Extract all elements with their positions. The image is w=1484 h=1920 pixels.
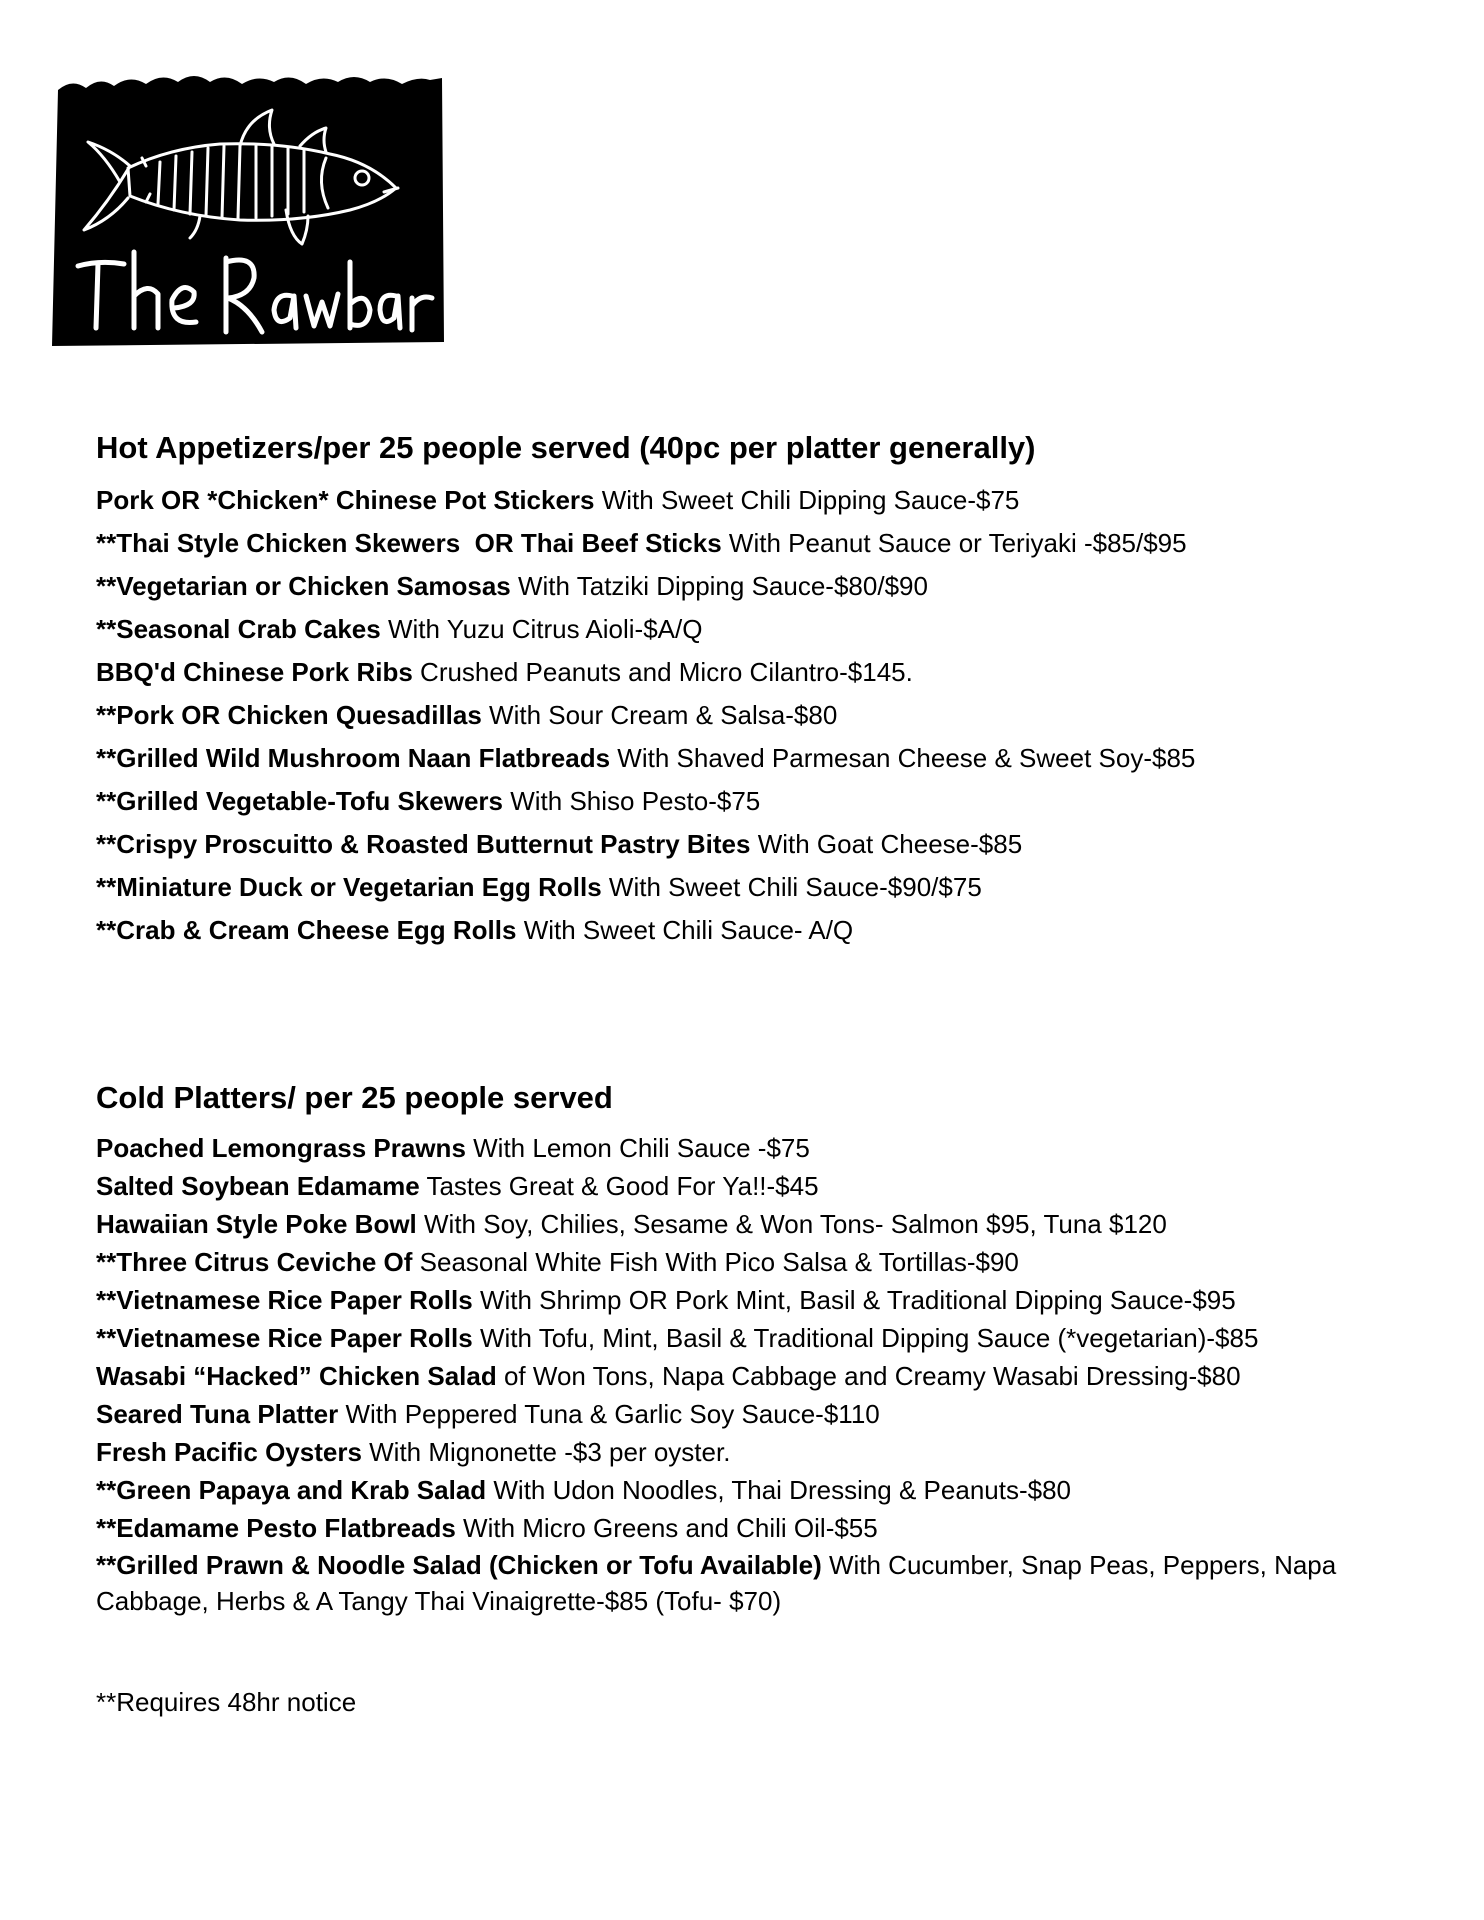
menu-item-desc: With Mignonette -$3 per oyster. (361, 1437, 731, 1467)
menu-item-name: Pork OR *Chicken* Chinese Pot Stickers (96, 485, 595, 515)
menu-item-desc: With Sour Cream & Salsa-$80 (481, 700, 838, 730)
menu-item-name: **Grilled Wild Mushroom Naan Flatbreads (96, 743, 611, 773)
menu-item-desc: With Tofu, Mint, Basil & Traditional Dipping Sauce (*vegetarian)-$85 (472, 1323, 1259, 1353)
menu-item (96, 1509, 1426, 1547)
menu-item-name: **Crispy Proscuitto & Roasted Butternut Pastry Bites (96, 829, 751, 859)
menu-item (96, 909, 1426, 952)
menu-item-desc: With Shrimp OR Pork Mint, Basil & Traditional Dipping Sauce-$95 (472, 1285, 1236, 1315)
menu-item-name: **Edamame Pesto Flatbreads (96, 1513, 456, 1543)
menu-item-desc: Seasonal White Fish With Pico Salsa & Tortillas-$90 (412, 1247, 1019, 1277)
menu-item-name: BBQ'd Chinese Pork Ribs (96, 657, 413, 687)
rawbar-logo (50, 70, 446, 350)
menu-item-name: Seared Tuna Platter (96, 1399, 339, 1429)
menu-item (96, 1205, 1426, 1243)
menu-item-desc: With Udon Noodles, Thai Dressing & Peanuts-$80 (486, 1475, 1071, 1505)
menu-item (96, 694, 1426, 737)
menu-item-desc: With Yuzu Citrus Aioli-$A/Q (380, 614, 703, 644)
menu-item-name: **Seasonal Crab Cakes (96, 614, 381, 644)
cold-platters-section (96, 1078, 1426, 1619)
menu-item-name: **Three Citrus Ceviche Of (96, 1247, 413, 1277)
menu-item (96, 565, 1426, 608)
menu-item (96, 1243, 1426, 1281)
hot-appetizers-list (96, 479, 1426, 952)
menu-item (96, 866, 1426, 909)
menu-item (96, 823, 1426, 866)
menu-item (96, 1129, 1426, 1167)
menu-item-name: Poached Lemongrass Prawns (96, 1133, 466, 1163)
menu-item-desc: With Lemon Chili Sauce -$75 (465, 1133, 810, 1163)
cold-platters-title: Cold Platters/ per 25 people served (96, 1080, 613, 1115)
menu-item (96, 608, 1426, 651)
menu-item (96, 737, 1426, 780)
menu-item-name: Hawaiian Style Poke Bowl (96, 1209, 417, 1239)
menu-item (96, 1471, 1426, 1509)
menu-item-name: **Grilled Prawn & Noodle Salad (Chicken or Tofu Available) (96, 1550, 822, 1580)
menu-item (96, 780, 1426, 823)
menu-item-desc: Tastes Great & Good For Ya!!-$45 (419, 1171, 819, 1201)
menu-item-desc: of Won Tons, Napa Cabbage and Creamy Wasabi Dressing-$80 (496, 1361, 1241, 1391)
menu-item (96, 479, 1426, 522)
menu-item (96, 651, 1426, 694)
cold-platters-list (96, 1129, 1426, 1619)
menu-item-desc: With Sweet Chili Sauce- A/Q (516, 915, 854, 945)
menu-item-name: **Vegetarian or Chicken Samosas (96, 571, 511, 601)
menu-item (96, 522, 1426, 565)
menu-item-desc: With Micro Greens and Chili Oil-$55 (455, 1513, 878, 1543)
menu-item-desc: With Sweet Chili Sauce-$90/$75 (601, 872, 982, 902)
menu-item (96, 1319, 1426, 1357)
menu-item-desc: With Shiso Pesto-$75 (503, 786, 761, 816)
menu-item-desc: With Shaved Parmesan Cheese & Sweet Soy-$85 (610, 743, 1196, 773)
menu-item-name: Fresh Pacific Oysters (96, 1437, 362, 1467)
menu-item-desc: With Peanut Sauce or Teriyaki -$85/$95 (721, 528, 1187, 558)
menu-item-name: Wasabi “Hacked” Chicken Salad (96, 1361, 497, 1391)
menu-item (96, 1167, 1426, 1205)
menu-item (96, 1357, 1426, 1395)
menu-item (96, 1547, 1426, 1619)
menu-item-name: **Vietnamese Rice Paper Rolls (96, 1285, 473, 1315)
menu-item-name: **Grilled Vegetable-Tofu Skewers (96, 786, 503, 816)
hot-appetizers-title: Hot Appetizers/per 25 people served (40pc per platter generally) (96, 430, 1036, 465)
menu-item (96, 1281, 1426, 1319)
footnote: **Requires 48hr notice (96, 1687, 357, 1717)
menu-item-name: **Thai Style Chicken Skewers OR Thai Beef Sticks (96, 528, 722, 558)
menu-item (96, 1433, 1426, 1471)
menu-item-name: **Vietnamese Rice Paper Rolls (96, 1323, 473, 1353)
menu-item-desc: With Tatziki Dipping Sauce-$80/$90 (510, 571, 928, 601)
menu-item-desc: Crushed Peanuts and Micro Cilantro-$145. (412, 657, 913, 687)
menu-item-desc: With Cucumber, Snap Peas, Peppers, Napa Cabbage, Herbs & A Tangy Thai Vinaigrette-$85 (Tofu- $70) (96, 1550, 1337, 1616)
menu-item-desc: With Peppered Tuna & Garlic Soy Sauce-$110 (338, 1399, 880, 1429)
menu-item (96, 1395, 1426, 1433)
menu-item-name: **Miniature Duck or Vegetarian Egg Rolls (96, 872, 602, 902)
menu-item-name: Salted Soybean Edamame (96, 1171, 420, 1201)
hot-appetizers-section (96, 428, 1426, 952)
menu-item-name: **Crab & Cream Cheese Egg Rolls (96, 915, 517, 945)
menu-item-name: **Green Papaya and Krab Salad (96, 1475, 487, 1505)
menu-item-desc: With Sweet Chili Dipping Sauce-$75 (594, 485, 1020, 515)
menu-item-name: **Pork OR Chicken Quesadillas (96, 700, 482, 730)
menu-item-desc: With Soy, Chilies, Sesame & Won Tons- Salmon $95, Tuna $120 (416, 1209, 1167, 1239)
menu-item-desc: With Goat Cheese-$85 (750, 829, 1023, 859)
